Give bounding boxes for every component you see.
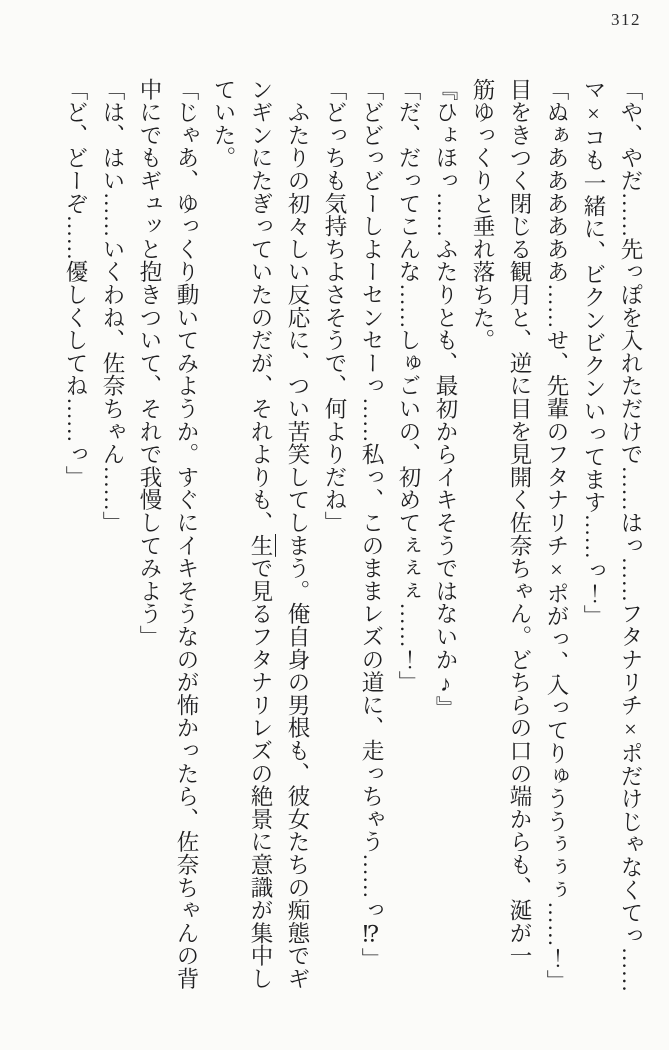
- text-line: 『ひょほっ……ふたりとも、最初からイキそうではないか♪』: [433, 78, 458, 719]
- text-line: 「は、はい……いくわね、佐奈ちゃん……」: [100, 78, 125, 534]
- text-line: 目をきつく閉じる観月と、逆に目を見開く佐奈ちゃん。どちらの口の端からも、涎が一: [507, 78, 532, 968]
- text-line: 「どっちも気持ちよさそうで、何よりだね」: [322, 78, 347, 534]
- text-line: 「や、やだ……先っぽを入れただけで……はっ……フタナリチ×ポだけじゃなくてっ……: [618, 78, 643, 993]
- text-line: ンギンにたぎっていたのだが、それよりも、生で見るフタナリレズの絶景に意識が集中し: [248, 78, 273, 991]
- text-line: 「ど、どーぞ……優しくしてね……っ」: [63, 78, 88, 489]
- emphasized-text: 生: [248, 534, 273, 557]
- text-line: 「だ、だってこんな……しゅごいの、初めてぇぇぇ……！」: [396, 78, 421, 694]
- page-number: 312: [611, 10, 641, 29]
- text-line: 筋ゆっくりと垂れ落ちた。: [470, 78, 495, 352]
- text-line: 「ぬぁああああああ……せ、先輩のフタナリチ×ポがっ、入ってりゅううぅぅぅ……！」: [544, 78, 569, 993]
- text-line: ていた。: [211, 78, 236, 170]
- text-line: 「どどっどーしよーセンセーっ……私っ、このままレズの道に、走っちゃう……っ⁉」: [359, 78, 384, 971]
- text-line: 中にでもギュッと抱きついて、それで我慢してみよう」: [137, 78, 162, 648]
- novel-text-block: [57, 78, 649, 994]
- text-line: マ×コも一緒に、ビクンビクンいってます……っ！」: [581, 78, 606, 628]
- text-line: ふたりの初々しい反応に、つい苦笑してしまう。俺自身の男根も、彼女たちの痴態でギ: [285, 78, 310, 990]
- text-line: 「じゃあ、ゆっくり動いてみようか。すぐにイキそうなのが怖かったら、佐奈ちゃんの背: [174, 78, 199, 990]
